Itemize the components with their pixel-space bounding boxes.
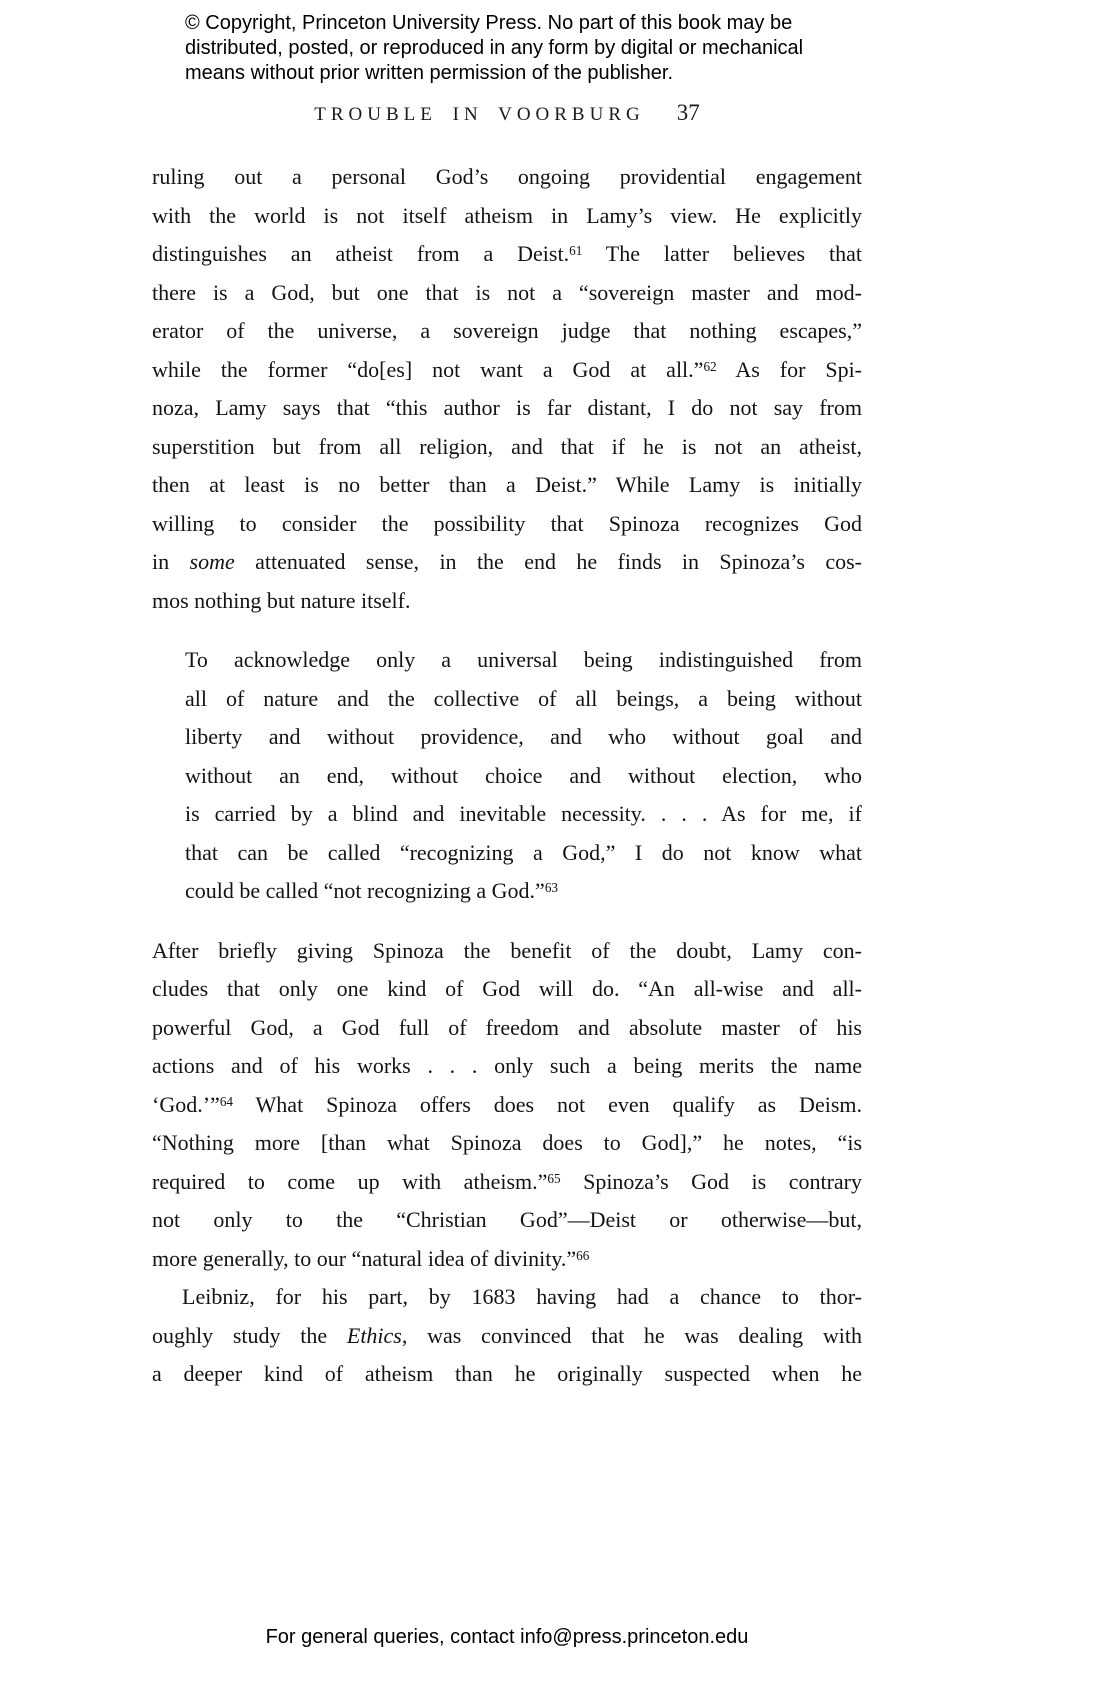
footnote-reference: 62 <box>703 358 717 374</box>
text-line: superstition but from all religion, and that if he is not an atheist, <box>152 433 862 459</box>
text-line: erator of the universe, a sovereign judge that nothing escapes,” <box>152 318 862 343</box>
text-line: there is a God, but one that is not a “sovereign master and mod- <box>152 279 862 305</box>
text-line: then at least is no better than a Deist.” While Lamy is initially <box>152 472 862 497</box>
text-line: “Nothing more [than what Spinoza does to God],” he notes, “is <box>152 1130 862 1155</box>
text-line: powerful God, a God full of freedom and absolute master of his <box>152 1014 862 1040</box>
text-line: in some attenuated sense, in the end he finds in Spinoza’s cos- <box>152 549 862 574</box>
text-line: not only to the “Christian God”—Deist or otherwise—but, <box>152 1207 862 1232</box>
footer-contact-text: For general queries, contact info@press.princeton.edu <box>265 1626 749 1648</box>
footnote-reference: 63 <box>544 880 558 896</box>
copyright-line: means without prior written permission of the publisher. <box>185 62 674 84</box>
text-line: a deeper kind of atheism than he originally suspected when he <box>152 1361 862 1386</box>
text-line: After briefly giving Spinoza the benefit of the doubt, Lamy con- <box>152 937 862 963</box>
text-line: distinguishes an atheist from a Deist.$^{61}$ The latter believes that <box>152 241 862 266</box>
text-line: more generally, to our “natural idea of divinity.”$^{66}$ <box>152 1245 590 1271</box>
text-line: could be called “not recognizing a God.”$^{63}$ <box>185 878 558 903</box>
paragraph <box>152 1278 862 1394</box>
footer <box>152 1626 862 1649</box>
paragraph <box>152 932 862 1279</box>
footnote-reference: 61 <box>569 243 583 259</box>
block-quote <box>185 641 862 911</box>
text-line: cludes that only one kind of God will do. “An all-wise and all- <box>152 976 862 1001</box>
text-line: required to come up with atheism.”$^{65}$ Spinoza’s God is contrary <box>152 1168 863 1194</box>
text-line: ruling out a personal God’s ongoing providential engagement <box>152 164 862 189</box>
chapter-title: TROUBLE IN VOORBURG <box>314 104 645 125</box>
text-line: oughly study the Ethics, was convinced that he was dealing with <box>152 1322 862 1348</box>
footnote-reference: 66 <box>576 1247 590 1263</box>
text-line: willing to consider the possibility that Spinoza recognizes God <box>152 510 862 536</box>
text-line: that can be called “recognizing a God,” I do not know what <box>185 839 862 865</box>
text-line: actions and of his works . . . only such a being merits the name <box>152 1053 862 1078</box>
body-text <box>152 158 862 1394</box>
paragraph <box>152 158 862 620</box>
copyright-notice <box>185 11 875 86</box>
text-line: Leibniz, for his part, by 1683 having had a chance to thor- <box>182 1284 862 1309</box>
page-number: 37 <box>676 100 700 125</box>
text-line: is carried by a blind and inevitable necessity. . . . As for me, if <box>185 801 862 826</box>
copyright-line: distributed, posted, or reproduced in any form by digital or mechanical <box>185 37 804 59</box>
copyright-line: © Copyright, Princeton University Press. No part of this book may be <box>185 12 793 34</box>
text-line: liberty and without providence, and who without goal and <box>185 724 862 749</box>
text-line: with the world is not itself atheism in Lamy’s view. He explicitly <box>152 202 862 228</box>
text-line: ‘God.’”$^{64}$ What Spinoza offers does not even qualify as Deism. <box>152 1091 862 1117</box>
text-line: mos nothing but nature itself. <box>152 587 411 613</box>
text-line: noza, Lamy says that “this author is far distant, I do not say from <box>152 395 862 420</box>
text-line: To acknowledge only a universal being indistinguished from <box>185 647 862 672</box>
footnote-reference: 64 <box>219 1093 233 1109</box>
text-line: while the former “do[es] not want a God at all.”$^{62}$ As for Spi- <box>152 356 863 382</box>
text-line: without an end, without choice and without election, who <box>185 762 862 788</box>
text-line: all of nature and the collective of all beings, a being without <box>185 685 862 711</box>
running-head <box>152 100 862 126</box>
footnote-reference: 65 <box>547 1170 561 1186</box>
